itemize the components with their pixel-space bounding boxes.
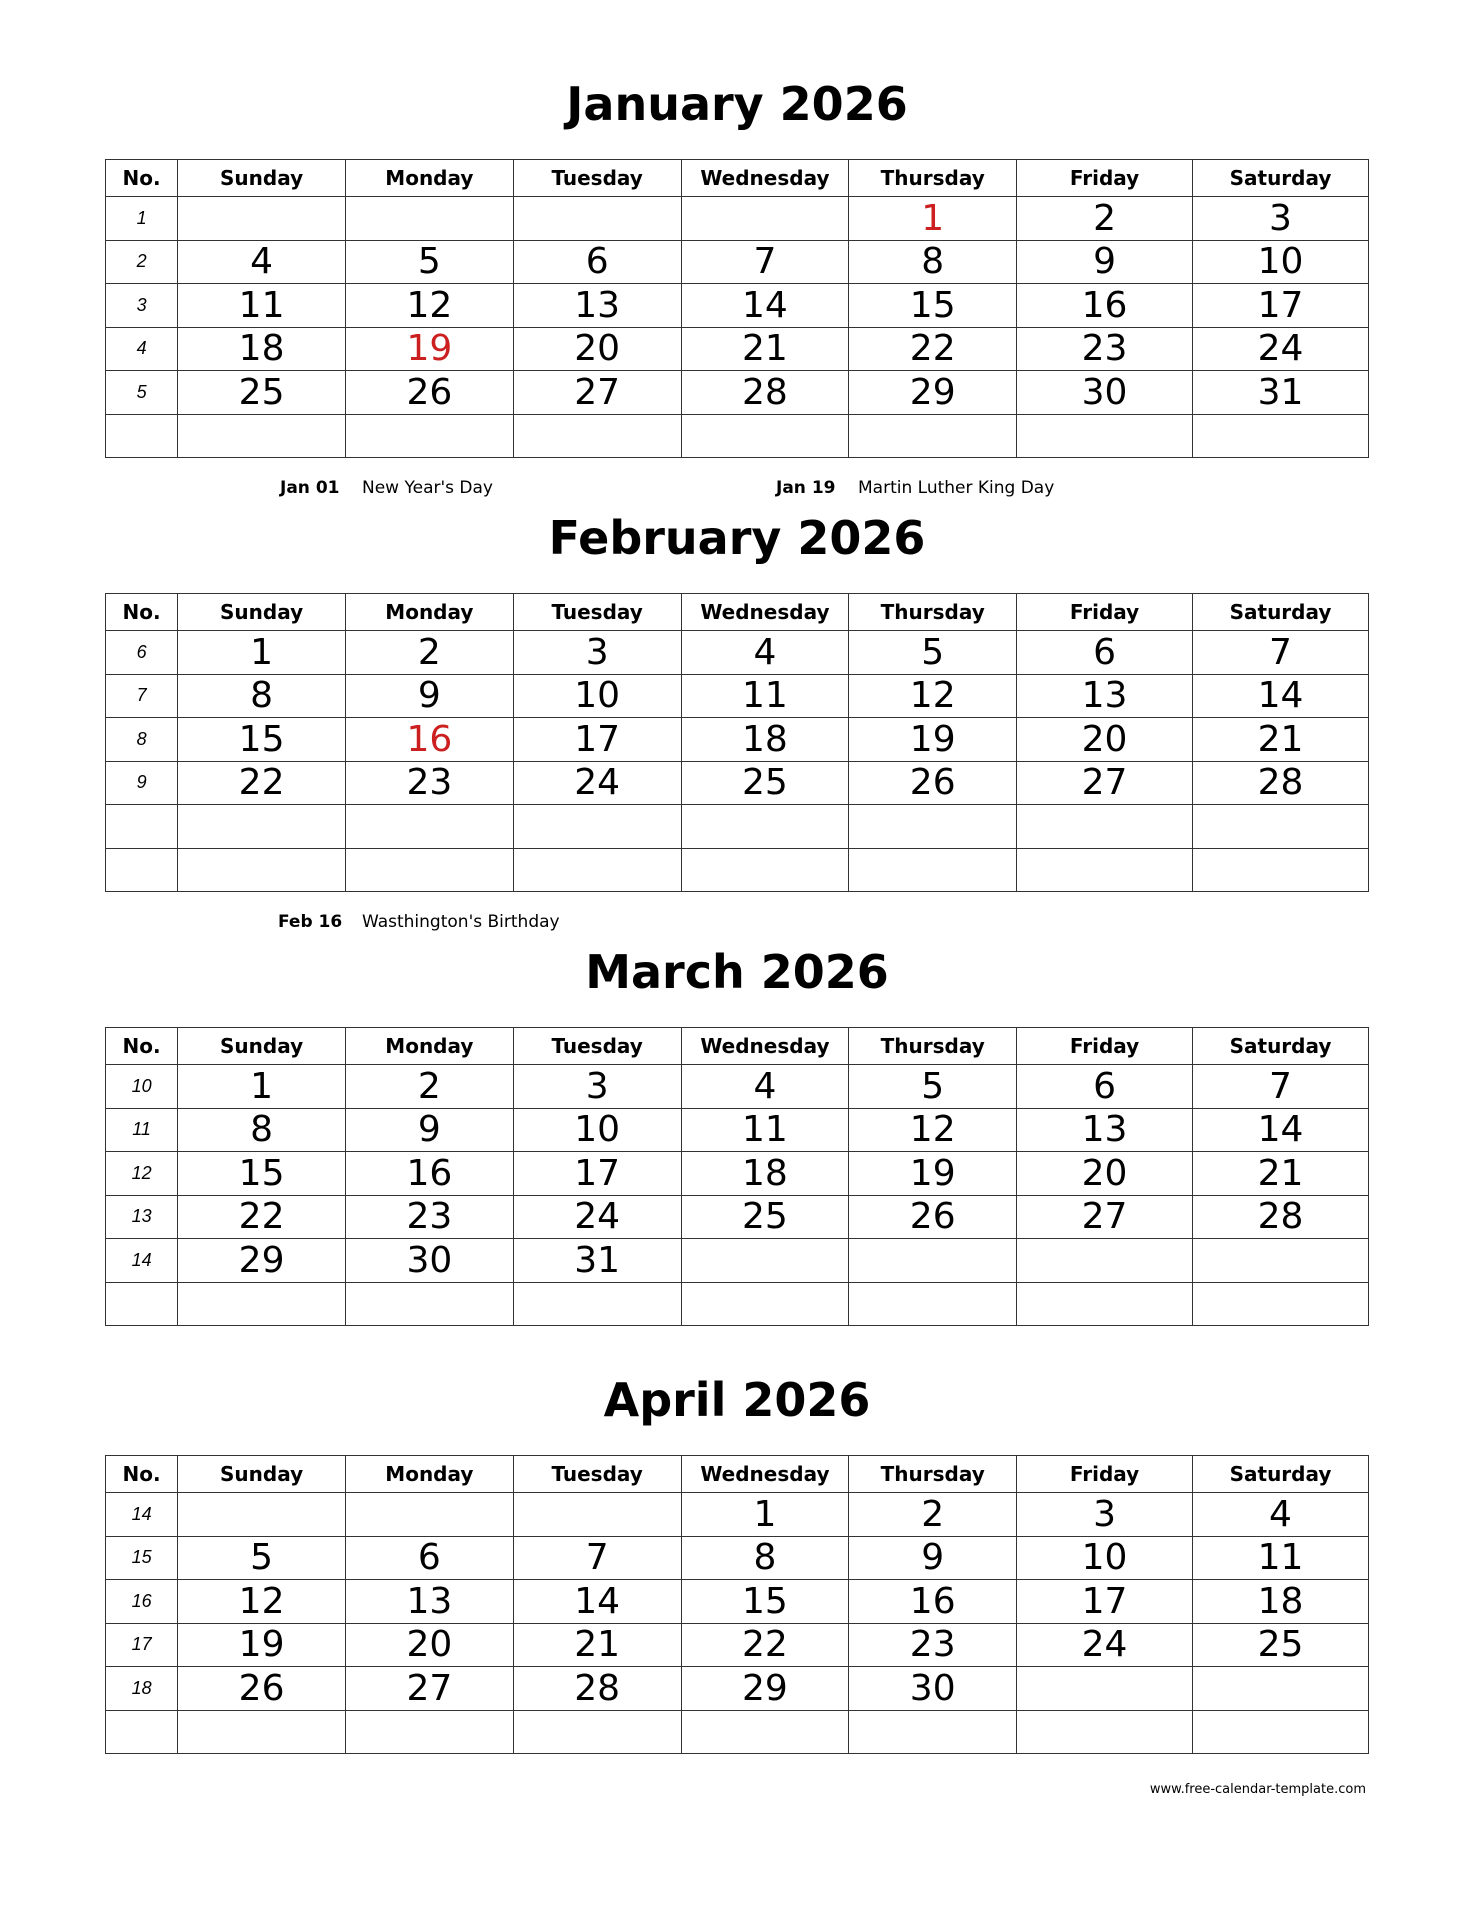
day-cell (345, 197, 513, 241)
weekday-header-wednesday: Wednesday (681, 594, 849, 631)
day-cell: 16 (345, 1152, 513, 1196)
week-row (106, 718, 1369, 762)
day-cell: 3 (513, 1065, 681, 1109)
week-row (106, 1667, 1369, 1711)
week-number (106, 1282, 178, 1326)
week-row (106, 631, 1369, 675)
weekday-header-row (106, 1456, 1369, 1493)
day-cell (1193, 414, 1369, 458)
day-cell (1017, 805, 1193, 849)
day-cell: 18 (681, 1152, 849, 1196)
day-cell: 14 (513, 1580, 681, 1624)
day-cell: 31 (1193, 371, 1369, 415)
day-cell: 24 (513, 1195, 681, 1239)
day-cell: 17 (513, 1152, 681, 1196)
week-row (106, 805, 1369, 849)
day-cell: 28 (513, 1667, 681, 1711)
day-cell: 30 (1017, 371, 1193, 415)
day-cell (1017, 1239, 1193, 1283)
week-number: 18 (106, 1667, 178, 1711)
day-cell: 4 (1193, 1493, 1369, 1537)
weekday-header-monday: Monday (345, 1028, 513, 1065)
day-cell (178, 848, 346, 892)
day-cell: 12 (849, 1108, 1017, 1152)
weekday-header-saturday: Saturday (1193, 1456, 1369, 1493)
day-cell: 23 (345, 761, 513, 805)
week-number: 1 (106, 197, 178, 241)
week-number: 10 (106, 1065, 178, 1109)
day-cell: 11 (681, 674, 849, 718)
week-number (106, 805, 178, 849)
day-cell: 14 (681, 284, 849, 328)
day-cell (513, 1710, 681, 1754)
day-cell: 22 (681, 1623, 849, 1667)
day-cell: 3 (1017, 1493, 1193, 1537)
week-number (106, 414, 178, 458)
day-cell: 4 (178, 240, 346, 284)
day-cell: 12 (849, 674, 1017, 718)
month-title: March 2026 (585, 945, 889, 999)
day-cell: 21 (513, 1623, 681, 1667)
day-cell: 12 (178, 1580, 346, 1624)
holiday-date: Jan 19 (776, 478, 836, 498)
weekday-header-sunday: Sunday (178, 1028, 346, 1065)
day-cell: 17 (513, 718, 681, 762)
day-cell: 14 (1193, 674, 1369, 718)
day-cell: 6 (1017, 1065, 1193, 1109)
day-cell: 18 (178, 327, 346, 371)
weekday-header-saturday: Saturday (1193, 1028, 1369, 1065)
week-row (106, 1493, 1369, 1537)
day-cell: 1 (178, 1065, 346, 1109)
weekday-header-row (106, 160, 1369, 197)
day-cell: 27 (1017, 1195, 1193, 1239)
day-cell: 25 (1193, 1623, 1369, 1667)
day-cell (178, 1282, 346, 1326)
week-row (106, 1239, 1369, 1283)
week-row (106, 327, 1369, 371)
day-cell: 15 (849, 284, 1017, 328)
day-cell: 15 (178, 1152, 346, 1196)
day-cell: 5 (178, 1536, 346, 1580)
weekday-header-wednesday: Wednesday (681, 1456, 849, 1493)
day-cell: 2 (345, 1065, 513, 1109)
week-number: 14 (106, 1239, 178, 1283)
week-row (106, 848, 1369, 892)
day-cell: 21 (681, 327, 849, 371)
day-cell: 23 (1017, 327, 1193, 371)
weekday-header-sunday: Sunday (178, 1456, 346, 1493)
holiday-date: Feb 16 (278, 912, 343, 932)
week-row (106, 1152, 1369, 1196)
day-cell (1193, 1282, 1369, 1326)
day-cell: 22 (178, 1195, 346, 1239)
day-cell: 15 (178, 718, 346, 762)
day-cell: 20 (345, 1623, 513, 1667)
weekday-header-friday: Friday (1017, 594, 1193, 631)
day-cell: 19 (849, 1152, 1017, 1196)
day-cell: 9 (345, 674, 513, 718)
weekday-header-tuesday: Tuesday (513, 1456, 681, 1493)
day-cell: 9 (1017, 240, 1193, 284)
day-cell: 26 (345, 371, 513, 415)
day-cell: 28 (1193, 1195, 1369, 1239)
day-cell (178, 414, 346, 458)
calendar-table (105, 159, 1369, 458)
day-cell (513, 805, 681, 849)
day-cell: 20 (513, 327, 681, 371)
week-row (106, 1580, 1369, 1624)
day-cell: 28 (1193, 761, 1369, 805)
day-cell: 16 (345, 718, 513, 762)
day-cell (1193, 848, 1369, 892)
day-cell (681, 197, 849, 241)
day-cell: 31 (513, 1239, 681, 1283)
day-cell: 26 (178, 1667, 346, 1711)
day-cell: 13 (345, 1580, 513, 1624)
day-cell: 16 (1017, 284, 1193, 328)
calendar-table (105, 593, 1369, 892)
day-cell: 1 (681, 1493, 849, 1537)
day-cell: 19 (345, 327, 513, 371)
day-cell: 5 (849, 1065, 1017, 1109)
day-cell (681, 414, 849, 458)
weekday-header-saturday: Saturday (1193, 160, 1369, 197)
day-cell: 22 (849, 327, 1017, 371)
day-cell (849, 414, 1017, 458)
week-number-header: No. (106, 160, 178, 197)
week-row (106, 197, 1369, 241)
holiday-name: Wasthington's Birthday (362, 912, 560, 932)
day-cell: 17 (1193, 284, 1369, 328)
day-cell: 10 (513, 1108, 681, 1152)
day-cell: 10 (1017, 1536, 1193, 1580)
day-cell (1193, 805, 1369, 849)
day-cell: 29 (681, 1667, 849, 1711)
week-row (106, 1282, 1369, 1326)
weekday-header-thursday: Thursday (849, 160, 1017, 197)
day-cell: 29 (849, 371, 1017, 415)
week-number-header: No. (106, 594, 178, 631)
week-number: 15 (106, 1536, 178, 1580)
day-cell (681, 1282, 849, 1326)
day-cell: 11 (178, 284, 346, 328)
day-cell: 9 (849, 1536, 1017, 1580)
day-cell: 23 (849, 1623, 1017, 1667)
week-number: 16 (106, 1580, 178, 1624)
day-cell (513, 414, 681, 458)
day-cell: 7 (681, 240, 849, 284)
calendar-table (105, 1027, 1369, 1326)
weekday-header-thursday: Thursday (849, 594, 1017, 631)
day-cell: 29 (178, 1239, 346, 1283)
day-cell: 22 (178, 761, 346, 805)
day-cell (1193, 1239, 1369, 1283)
day-cell: 6 (513, 240, 681, 284)
week-number: 3 (106, 284, 178, 328)
day-cell (178, 197, 346, 241)
weekday-header-wednesday: Wednesday (681, 160, 849, 197)
weekday-header-monday: Monday (345, 1456, 513, 1493)
week-number: 9 (106, 761, 178, 805)
day-cell: 10 (513, 674, 681, 718)
week-row (106, 414, 1369, 458)
day-cell (178, 1493, 346, 1537)
day-cell (178, 1710, 346, 1754)
day-cell: 16 (849, 1580, 1017, 1624)
week-row (106, 674, 1369, 718)
day-cell: 25 (178, 371, 346, 415)
day-cell: 11 (1193, 1536, 1369, 1580)
weekday-header-thursday: Thursday (849, 1028, 1017, 1065)
day-cell (345, 1493, 513, 1537)
week-row (106, 761, 1369, 805)
day-cell: 4 (681, 1065, 849, 1109)
weekday-header-row (106, 1028, 1369, 1065)
month-title: April 2026 (603, 1373, 871, 1427)
day-cell (345, 1710, 513, 1754)
day-cell: 7 (513, 1536, 681, 1580)
day-cell (1017, 414, 1193, 458)
week-number: 17 (106, 1623, 178, 1667)
day-cell (1017, 1710, 1193, 1754)
day-cell: 8 (178, 674, 346, 718)
day-cell: 2 (1017, 197, 1193, 241)
day-cell: 27 (513, 371, 681, 415)
day-cell: 9 (345, 1108, 513, 1152)
day-cell: 24 (513, 761, 681, 805)
week-row (106, 284, 1369, 328)
day-cell: 4 (681, 631, 849, 675)
weekday-header-tuesday: Tuesday (513, 160, 681, 197)
day-cell (681, 1239, 849, 1283)
day-cell: 15 (681, 1580, 849, 1624)
week-number (106, 848, 178, 892)
week-row (106, 1710, 1369, 1754)
day-cell (513, 1282, 681, 1326)
day-cell: 13 (1017, 674, 1193, 718)
holiday-name: Martin Luther King Day (858, 478, 1055, 498)
day-cell: 5 (345, 240, 513, 284)
week-number-header: No. (106, 1456, 178, 1493)
weekday-header-wednesday: Wednesday (681, 1028, 849, 1065)
day-cell (1017, 1667, 1193, 1711)
day-cell: 2 (849, 1493, 1017, 1537)
week-number: 7 (106, 674, 178, 718)
day-cell: 7 (1193, 631, 1369, 675)
day-cell: 30 (345, 1239, 513, 1283)
holiday-name: New Year's Day (362, 478, 493, 498)
day-cell (681, 805, 849, 849)
weekday-header-row (106, 594, 1369, 631)
day-cell (849, 848, 1017, 892)
weekday-header-friday: Friday (1017, 1456, 1193, 1493)
day-cell (513, 1493, 681, 1537)
weekday-header-monday: Monday (345, 594, 513, 631)
weekday-header-thursday: Thursday (849, 1456, 1017, 1493)
weekday-header-sunday: Sunday (178, 160, 346, 197)
day-cell: 25 (681, 1195, 849, 1239)
day-cell (849, 805, 1017, 849)
day-cell: 13 (1017, 1108, 1193, 1152)
day-cell: 8 (681, 1536, 849, 1580)
weekday-header-monday: Monday (345, 160, 513, 197)
calendar-table (105, 1455, 1369, 1754)
month-title: February 2026 (548, 511, 926, 565)
day-cell: 12 (345, 284, 513, 328)
week-number: 14 (106, 1493, 178, 1537)
day-cell: 8 (178, 1108, 346, 1152)
day-cell: 8 (849, 240, 1017, 284)
day-cell (345, 1282, 513, 1326)
day-cell: 24 (1017, 1623, 1193, 1667)
day-cell: 19 (849, 718, 1017, 762)
day-cell: 5 (849, 631, 1017, 675)
month-title: January 2026 (566, 77, 908, 131)
day-cell: 10 (1193, 240, 1369, 284)
day-cell (345, 848, 513, 892)
day-cell: 20 (1017, 718, 1193, 762)
week-row (106, 240, 1369, 284)
day-cell (513, 848, 681, 892)
day-cell: 11 (681, 1108, 849, 1152)
weekday-header-friday: Friday (1017, 160, 1193, 197)
day-cell: 7 (1193, 1065, 1369, 1109)
day-cell (1017, 848, 1193, 892)
weekday-header-sunday: Sunday (178, 594, 346, 631)
day-cell: 24 (1193, 327, 1369, 371)
day-cell (849, 1239, 1017, 1283)
day-cell: 20 (1017, 1152, 1193, 1196)
week-number: 2 (106, 240, 178, 284)
day-cell: 27 (1017, 761, 1193, 805)
day-cell: 3 (1193, 197, 1369, 241)
holiday-list (0, 912, 1484, 942)
day-cell: 14 (1193, 1108, 1369, 1152)
day-cell: 23 (345, 1195, 513, 1239)
week-number-header: No. (106, 1028, 178, 1065)
day-cell (1193, 1667, 1369, 1711)
weekday-header-friday: Friday (1017, 1028, 1193, 1065)
week-row (106, 371, 1369, 415)
day-cell (1193, 1710, 1369, 1754)
day-cell: 21 (1193, 1152, 1369, 1196)
day-cell: 1 (849, 197, 1017, 241)
day-cell (849, 1710, 1017, 1754)
holiday-date: Jan 01 (280, 478, 340, 498)
holiday-list (0, 478, 1484, 508)
week-row (106, 1108, 1369, 1152)
day-cell (345, 414, 513, 458)
day-cell: 1 (178, 631, 346, 675)
footer-url: www.free-calendar-template.com (1149, 1782, 1366, 1797)
week-number: 5 (106, 371, 178, 415)
week-row (106, 1623, 1369, 1667)
week-number: 12 (106, 1152, 178, 1196)
week-number: 8 (106, 718, 178, 762)
week-row (106, 1536, 1369, 1580)
day-cell (513, 197, 681, 241)
day-cell: 27 (345, 1667, 513, 1711)
day-cell: 25 (681, 761, 849, 805)
day-cell: 19 (178, 1623, 346, 1667)
day-cell (345, 805, 513, 849)
week-row (106, 1065, 1369, 1109)
weekday-header-tuesday: Tuesday (513, 1028, 681, 1065)
day-cell (681, 848, 849, 892)
week-row (106, 1195, 1369, 1239)
day-cell: 28 (681, 371, 849, 415)
week-number: 11 (106, 1108, 178, 1152)
day-cell: 26 (849, 761, 1017, 805)
day-cell (849, 1282, 1017, 1326)
weekday-header-saturday: Saturday (1193, 594, 1369, 631)
day-cell (178, 805, 346, 849)
day-cell: 18 (681, 718, 849, 762)
day-cell: 6 (345, 1536, 513, 1580)
day-cell: 21 (1193, 718, 1369, 762)
day-cell: 6 (1017, 631, 1193, 675)
day-cell: 18 (1193, 1580, 1369, 1624)
week-number: 13 (106, 1195, 178, 1239)
day-cell (1017, 1282, 1193, 1326)
day-cell: 2 (345, 631, 513, 675)
week-number: 4 (106, 327, 178, 371)
week-number: 6 (106, 631, 178, 675)
weekday-header-tuesday: Tuesday (513, 594, 681, 631)
day-cell (681, 1710, 849, 1754)
week-number (106, 1710, 178, 1754)
day-cell: 30 (849, 1667, 1017, 1711)
day-cell: 3 (513, 631, 681, 675)
day-cell: 13 (513, 284, 681, 328)
day-cell: 17 (1017, 1580, 1193, 1624)
day-cell: 26 (849, 1195, 1017, 1239)
